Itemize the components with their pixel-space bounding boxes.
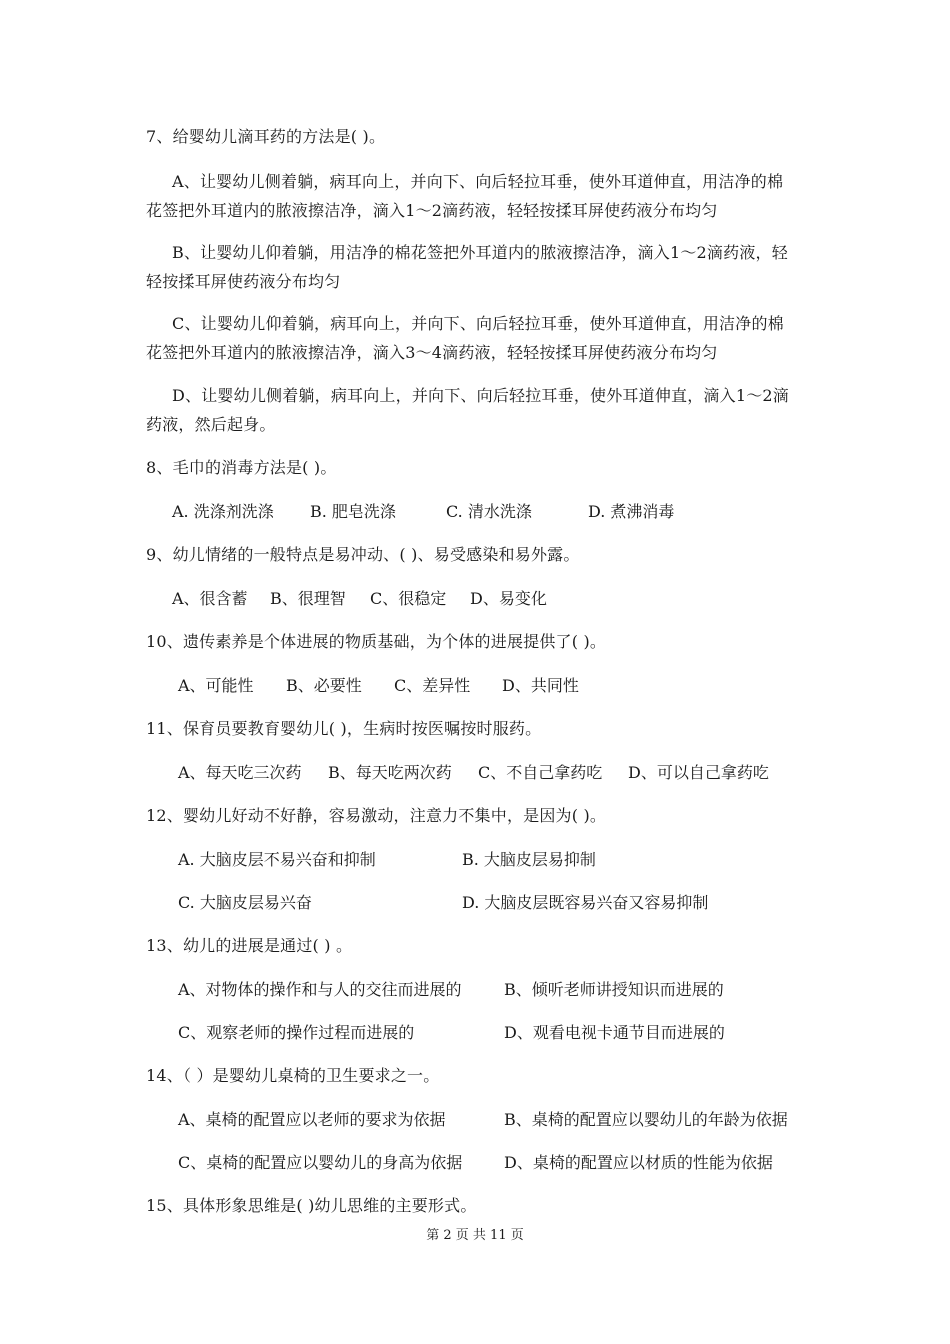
question-8-option-c: C. 清水洗涤 [446, 502, 532, 521]
question-14-option-c: C、桌椅的配置应以婴幼儿的身高为依据 [178, 1153, 463, 1172]
question-14-option-d: D、桌椅的配置应以材质的性能为依据 [504, 1153, 773, 1172]
question-11-option-b: B、每天吃两次药 [328, 763, 452, 782]
question-7-option-c-line-2: 花签把外耳道内的脓液擦洁净，滴入3～4滴药液，轻轻按揉耳屏使药液分布均匀 [146, 343, 718, 362]
question-12-option-c: C. 大脑皮层易兴奋 [178, 893, 312, 912]
question-11-stem: 11、保育员要教育婴幼儿( )，生病时按医嘱按时服药。 [146, 719, 542, 738]
question-9-option-d: D、易变化 [470, 589, 547, 608]
question-9-stem: 9、幼儿情绪的一般特点是易冲动、( )、易受感染和易外露。 [146, 545, 580, 564]
question-12-stem: 12、婴幼儿好动不好静，容易激动，注意力不集中，是因为( )。 [146, 806, 607, 825]
question-8-option-a: A. 洗涤剂洗涤 [172, 502, 274, 521]
question-9-option-b: B、很理智 [270, 589, 346, 608]
question-7-option-b-line-2: 轻按揉耳屏使药液分布均匀 [146, 272, 341, 291]
question-11-option-d: D、可以自己拿药吃 [628, 763, 769, 782]
question-7-option-a-line-2: 花签把外耳道内的脓液擦洁净，滴入1～2滴药液，轻轻按揉耳屏使药液分布均匀 [146, 201, 718, 220]
question-14-stem: 14、（ ）是婴幼儿桌椅的卫生要求之一。 [146, 1066, 440, 1085]
question-10-stem: 10、遗传素养是个体进展的物质基础，为个体的进展提供了( )。 [146, 632, 607, 651]
question-12-option-a: A. 大脑皮层不易兴奋和抑制 [178, 850, 376, 869]
question-7-stem: 7、给婴幼儿滴耳药的方法是( )。 [146, 127, 386, 146]
question-11-option-a: A、每天吃三次药 [178, 763, 302, 782]
question-10-option-b: B、必要性 [286, 676, 362, 695]
question-14-option-a: A、桌椅的配置应以老师的要求为依据 [178, 1110, 446, 1129]
question-10-option-c: C、差异性 [394, 676, 471, 695]
question-13-option-b: B、倾听老师讲授知识而进展的 [504, 980, 724, 999]
question-7-option-d-line-2: 药液，然后起身。 [146, 415, 276, 434]
question-8-option-b: B. 肥皂洗涤 [310, 502, 396, 521]
question-12-option-b: B. 大脑皮层易抑制 [462, 850, 596, 869]
question-7-option-d-line-1: D、让婴幼儿侧着躺，病耳向上，并向下、向后轻拉耳垂，使外耳道伸直，滴入1～2滴 [172, 386, 789, 405]
question-15-stem: 15、具体形象思维是( )幼儿思维的主要形式。 [146, 1196, 477, 1215]
question-7-option-a-line-1: A、让婴幼儿侧着躺，病耳向上，并向下、向后轻拉耳垂，使外耳道伸直，用洁净的棉 [172, 172, 784, 191]
question-13-stem: 13、幼儿的进展是通过( ) 。 [146, 936, 353, 955]
question-7-option-c-line-1: C、让婴幼儿仰着躺，病耳向上，并向下、向后轻拉耳垂，使外耳道伸直，用洁净的棉 [172, 314, 784, 333]
question-7-option-b-line-1: B、让婴幼儿仰着躺，用洁净的棉花签把外耳道内的脓液擦洁净，滴入1～2滴药液，轻 [172, 243, 788, 262]
question-8-option-d: D. 煮沸消毒 [588, 502, 675, 521]
page-number-footer: 第 2 页 共 11 页 [426, 1228, 524, 1243]
question-8-stem: 8、毛巾的消毒方法是( )。 [146, 458, 337, 477]
question-10-option-d: D、共同性 [502, 676, 579, 695]
question-9-option-c: C、很稳定 [370, 589, 447, 608]
question-9-option-a: A、很含蓄 [172, 589, 248, 608]
question-13-option-c: C、观察老师的操作过程而进展的 [178, 1023, 415, 1042]
question-10-option-a: A、可能性 [178, 676, 254, 695]
question-11-option-c: C、不自己拿药吃 [478, 763, 603, 782]
question-13-option-d: D、观看电视卡通节目而进展的 [504, 1023, 725, 1042]
question-14-option-b: B、桌椅的配置应以婴幼儿的年龄为依据 [504, 1110, 788, 1129]
question-13-option-a: A、对物体的操作和与人的交往而进展的 [178, 980, 462, 999]
question-12-option-d: D. 大脑皮层既容易兴奋又容易抑制 [462, 893, 709, 912]
